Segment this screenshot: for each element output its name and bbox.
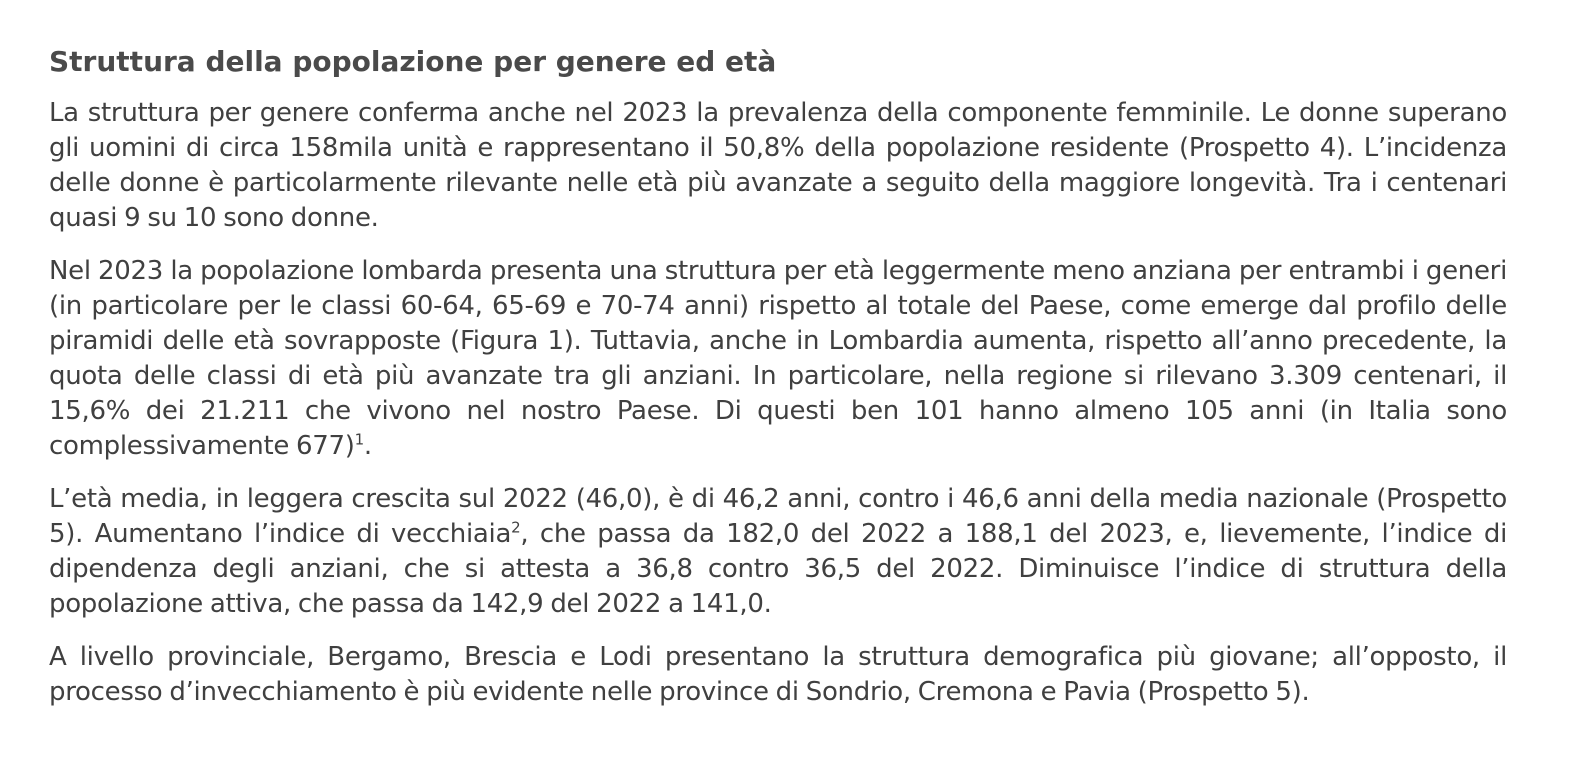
paragraph-text: A livello provinciale, Bergamo, Brescia e Lodi presentano la struttura demografica più giovane; all’opposto, il processo d’invecchiamento è più evidente nelle province di Sondrio, Cremona e Pavia (Prospetto 5).: [49, 642, 1507, 707]
paragraph-age-structure: [49, 254, 1507, 464]
paragraph-average-age: [49, 482, 1507, 622]
paragraph-provincial: [49, 640, 1507, 710]
paragraph-text: L’età media, in leggera crescita sul 2022 (46,0), è di 46,2 anni, contro i 46,6 anni della media nazionale (Prospetto 5). Aumentano l’indice di vecchiaia: [49, 484, 1507, 549]
paragraph-text-cont: , che passa da 182,0 del 2022 a 188,1 del 2023, e, lievemente, l’indice di dipendenza degli anziani, che si attesta a 36,8 contro 36,5 del 2022. Diminuisce l’indice di struttura della popolazione attiva, che passa da 142,9 del 2022 a 141,0.: [49, 519, 1507, 619]
paragraph-gender-structure: [49, 96, 1507, 236]
footnote-ref-2[interactable]: 2: [511, 518, 521, 537]
section-title: Struttura della popolazione per genere ed età: [49, 45, 777, 78]
paragraph-text: La struttura per genere conferma anche nel 2023 la prevalenza della componente femminile. Le donne superano gli uomini di circa 158mila unità e rappresentano il 50,8% della popolazione residente (Prospetto 4). L’incidenza delle donne è particolarmente rilevante nelle età più avanzate a seguito della maggiore longevità. Tra i centenari quasi 9 su 10 sono donne.: [49, 98, 1507, 233]
paragraph-text: Nel 2023 la popolazione lombarda presenta una struttura per età leggermente meno anziana per entrambi i generi (in particolare per le classi 60-64, 65-69 e 70-74 anni) rispetto al totale del Paese, come emerge dal profilo delle piramidi delle età sovrapposte (Figura 1). Tuttavia, anche in Lombardia aumenta, rispetto all’anno precedente, la quota delle classi di età più avanzate tra gli anziani. In particolare, nella regione si rilevano 3.309 centenari, il 15,6% dei 21.211 che vivono nel nostro Paese. Di questi ben 101 hanno almeno 105 anni (in Italia sono complessivamente 677): [49, 256, 1507, 461]
paragraph-text-end: .: [363, 431, 372, 461]
footnote-ref-1[interactable]: 1: [354, 430, 364, 449]
document-page: [49, 40, 1507, 728]
